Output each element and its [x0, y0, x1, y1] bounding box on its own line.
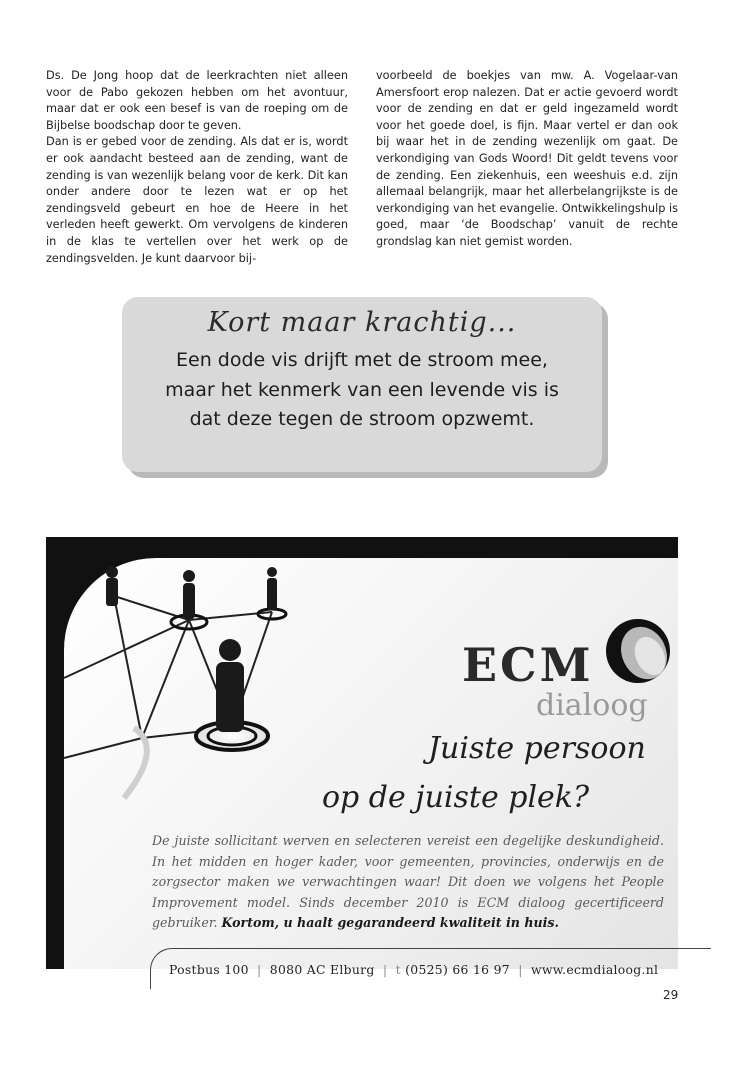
quote-line: dat deze tegen de stroom opzwemt.	[189, 408, 535, 430]
footer-separator: |	[518, 962, 523, 977]
ad-contact-footer	[169, 962, 658, 977]
ad-body-emphasis: Kortom, u haalt gegarandeerd kwaliteit in huis.	[221, 915, 559, 931]
ecm-logo-subtitle: dialoog	[536, 688, 648, 723]
ad-headline: op de juiste plek?	[322, 780, 590, 815]
quote-title: Kort maar krachtig...	[207, 307, 517, 338]
ad-body-main: De juiste sollicitant werven en selecteren vereist een degelijke deskundigheid. In het midden en hoger kader, voor gemeenten, provincies, onderwijs en de zorgsector maken we verwachtingen waar! Dit doen we volgens het People Improvement model. Sinds december 2010 is ECM dialoog gecertificeerd gebruiker.	[152, 833, 664, 931]
page-number: 29	[663, 988, 679, 1002]
phone-label: t	[395, 962, 401, 977]
quote-text	[122, 346, 602, 435]
quote-box	[122, 297, 602, 472]
ad-body-text	[152, 831, 664, 934]
ad-city: 8080 AC Elburg	[269, 962, 375, 977]
paragraph: voorbeeld de boekjes van mw. A. Vogelaar-van Amersfoort erop nalezen. Dat er actie gevoerd wordt voor de zending en dat er geld ingezameld wordt voor het goede doel, is fijn. Maar vertel er dan ook bij waar het in de zending wezenlijk om gaat. De verkondiging van Gods Woord! Dit geldt tevens voor de zending. Een ziekenhuis, een weeshuis e.d. zijn allemaal belangrijk, maar het allerbelangrijkste is de verkondiging van het evangelie. Ontwikkelingshulp is goed, maar ‘de Boodschap’ vanuit de rechte grondslag kan niet gemist worden.	[376, 69, 678, 248]
ecm-advertisement	[46, 537, 678, 977]
footer-separator: |	[382, 962, 388, 977]
paragraph: Dan is er gebed voor de zending. Als dat er is, wordt er ook aandacht besteed aan de zending, want de zending is van wezenlijk belang voor de kerk. Dit kan onder andere door te lezen wat er op het zendingsveld gebeurt en hoe de Heere in het verleden heeft gewerkt. Om vervolgens de kinderen in de klas te vertellen over het werk op de zendingsvelden. Je kunt daarvoor bij-	[46, 135, 348, 265]
ad-website-link[interactable]: www.ecmdialoog.nl	[530, 962, 659, 977]
footer-separator: |	[257, 962, 262, 977]
paragraph: Ds. De Jong hoop dat de leerkrachten niet alleen voor de Pabo gekozen hebben om het avontuur, maar dat er ook een besef is van de roeping om de Bijbelse boodschap door te geven.	[46, 69, 348, 132]
quote-line: maar het kenmerk van een levende vis is	[165, 378, 559, 401]
ecm-logo-text: ECM	[462, 638, 594, 692]
network-people-illustration	[64, 558, 364, 818]
ecm-logo-icon	[604, 616, 676, 686]
ad-address: Postbus 100	[169, 962, 249, 977]
article-column-left	[46, 68, 348, 267]
article-column-right	[376, 68, 678, 251]
ad-headline: Juiste persoon	[428, 731, 646, 766]
ad-panel	[64, 558, 678, 977]
quote-line: Een dode vis drijft met de stroom mee,	[176, 349, 548, 371]
ad-phone: (0525) 66 16 97	[405, 962, 510, 977]
